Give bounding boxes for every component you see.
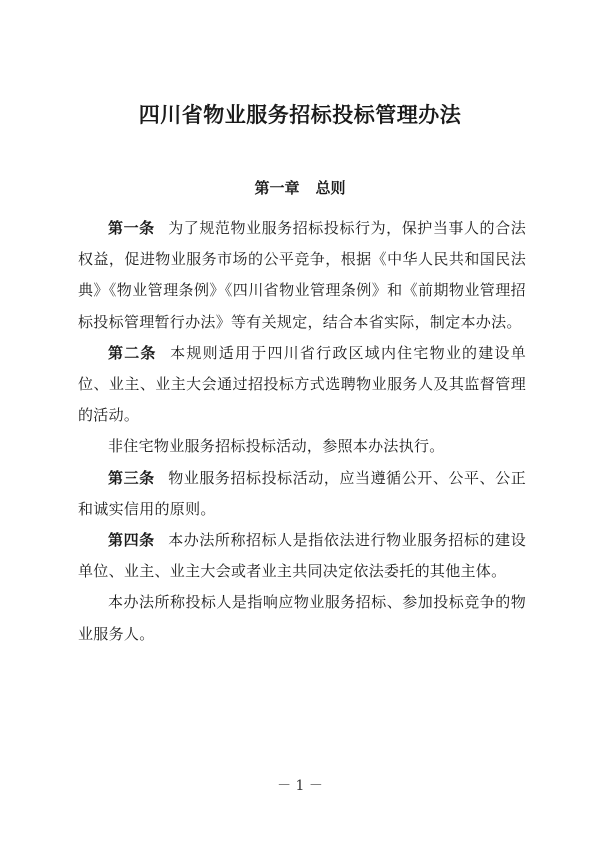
paragraph-text: 非住宅物业服务招标投标活动，参照本办法执行。 [108, 437, 445, 456]
paragraph-article-4 [78, 525, 526, 587]
article-number: 第一条 [108, 219, 155, 237]
paragraph-text: 本办法所称招标人是指依法进行物业服务招标的建设单位、业主、业主大会或者业主共同决定依法委托的其他主体。 [78, 531, 526, 581]
paragraph-article-4-continued [78, 587, 526, 649]
chapter-heading [0, 177, 600, 199]
article-number: 第三条 [108, 468, 155, 487]
paragraph-article-2 [78, 338, 526, 432]
chapter-name: 总则 [315, 179, 346, 197]
article-number: 第四条 [108, 531, 155, 550]
paragraph-text: 本规则适用于四川省行政区域内住宅物业的建设单位、业主、业主大会通过招投标方式选聘物业服务人及其监督管理的活动。 [78, 343, 526, 425]
document-title: 四川省物业服务招标投标管理办法 [138, 103, 462, 127]
paragraph-article-3 [78, 463, 526, 525]
page-number: － 1 － [277, 778, 323, 794]
document-body [78, 213, 526, 650]
paragraph-text: 物业服务招标投标活动，应当遵循公开、公平、公正和诚实信用的原则。 [78, 468, 526, 518]
paragraph-text: 为了规范物业服务招标投标行为，保护当事人的合法权益，促进物业服务市场的公平竞争，根据《中华人民共和国民法典》《物业管理条例》《四川省物业管理条例》和《前期物业管理招标投标管理暂行办法》等有关规定，结合本省实际，制定本办法。 [78, 219, 526, 331]
paragraph-text: 本办法所称投标人是指响应物业服务招标、参加投标竞争的物业服务人。 [78, 593, 526, 643]
paragraph-article-1 [78, 213, 526, 338]
chapter-number: 第一章 [254, 179, 300, 197]
article-number: 第二条 [108, 343, 157, 362]
paragraph-article-2-continued [78, 431, 526, 462]
